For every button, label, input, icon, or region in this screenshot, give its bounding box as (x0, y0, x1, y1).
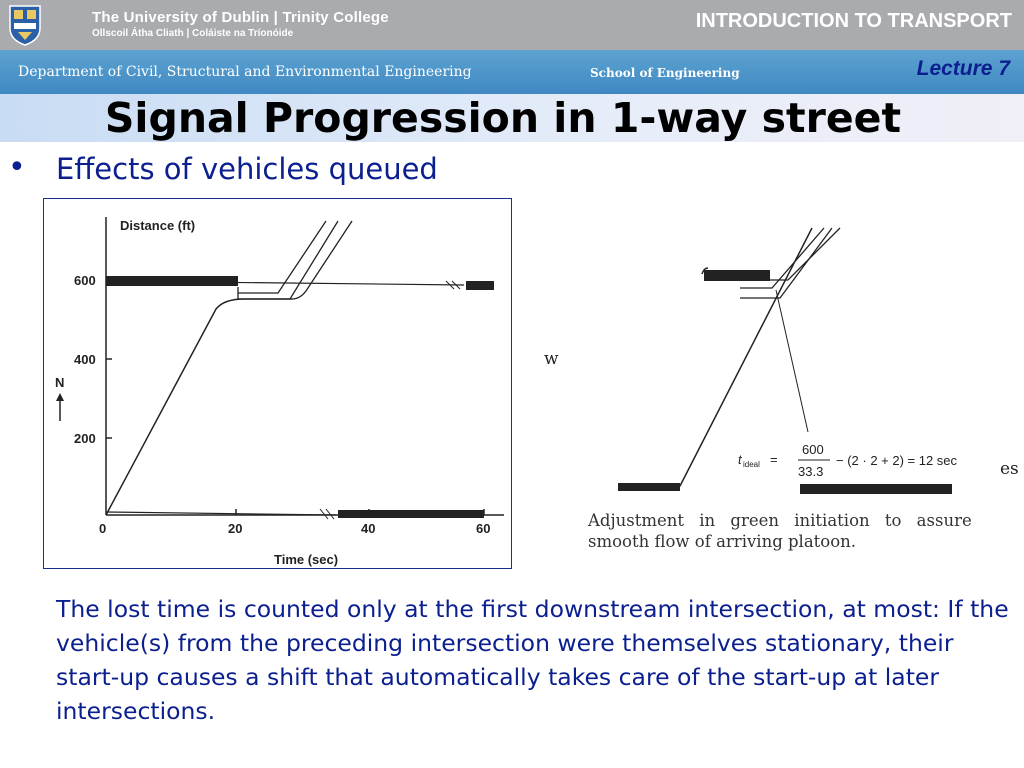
university-name: The University of Dublin | Trinity College (92, 9, 389, 26)
adjustment-diagram (536, 220, 1024, 560)
caption-line: smooth flow of arriving platoon. (588, 532, 857, 551)
vehicle-trajectory (292, 221, 352, 299)
x-tick-label: 20 (228, 521, 243, 536)
course-title: INTRODUCTION TO TRANSPORT (695, 10, 1012, 32)
red-phase-bar (704, 270, 770, 281)
n-label: N (55, 375, 65, 390)
bullet-marker: • (8, 150, 26, 185)
red-phase-bar (466, 281, 494, 290)
vehicle-trajectory (238, 221, 338, 299)
formula-rest: − (2 · 2 + 2) = 12 sec (836, 453, 958, 468)
caption-line: Adjustment in green initiation to assure (588, 511, 972, 530)
y-tick-label: 400 (74, 352, 96, 367)
vehicle-trajectory (106, 299, 292, 515)
red-phase-bar (338, 510, 484, 518)
red-phase-bar (618, 483, 680, 491)
formula-subscript: ideal (743, 460, 760, 469)
explanation-paragraph: The lost time is counted only at the first downstream intersection, at most: If the vehicle(s) from the preceding intersection were themselves stationary, their start-up causes a shift that automatically takes care of the start-up at later intersections. (56, 595, 1009, 725)
vehicle-trajectory (770, 228, 840, 280)
y-axis-label: Distance (ft) (120, 218, 196, 233)
title-band (0, 94, 1024, 142)
clipped-right-text: es (1000, 459, 1019, 479)
formula-lhs: t (738, 452, 742, 467)
x-tick-label: 60 (476, 521, 491, 536)
clipped-left-text: w (544, 349, 559, 369)
department-name: Department of Civil, Structural and Environmental Engineering (18, 64, 472, 80)
y-tick-label: 200 (74, 431, 96, 446)
lecture-number: Lecture 7 (916, 57, 1010, 80)
college-crest-icon (8, 4, 42, 46)
x-tick-label: 0 (99, 521, 107, 536)
formula-equals: = (770, 452, 778, 467)
department-bar (0, 50, 1024, 94)
x-axis-label: Time (sec) (274, 552, 339, 567)
adjustment-caption (588, 510, 988, 552)
time-space-diagram-svg (44, 199, 511, 568)
red-phase-bar (106, 276, 238, 286)
y-tick-label: 600 (74, 273, 96, 288)
header-bar (0, 0, 1024, 50)
time-space-diagram (43, 198, 512, 569)
pointer-line (776, 290, 808, 432)
formula-numerator: 600 (802, 442, 824, 457)
slide-title: Signal Progression in 1-way street (104, 94, 902, 142)
x-tick-label: 40 (361, 521, 376, 536)
university-name-irish: Ollscoil Átha Cliath | Coláiste na Tríonóide (92, 28, 294, 39)
bullet-text: Effects of vehicles queued (56, 152, 438, 186)
formula-denominator: 33.3 (798, 464, 824, 479)
red-phase-bar (800, 484, 952, 494)
platoon-trajectory (618, 228, 812, 486)
adjustment-diagram-svg (536, 220, 1024, 510)
school-name: School of Engineering (590, 66, 740, 80)
